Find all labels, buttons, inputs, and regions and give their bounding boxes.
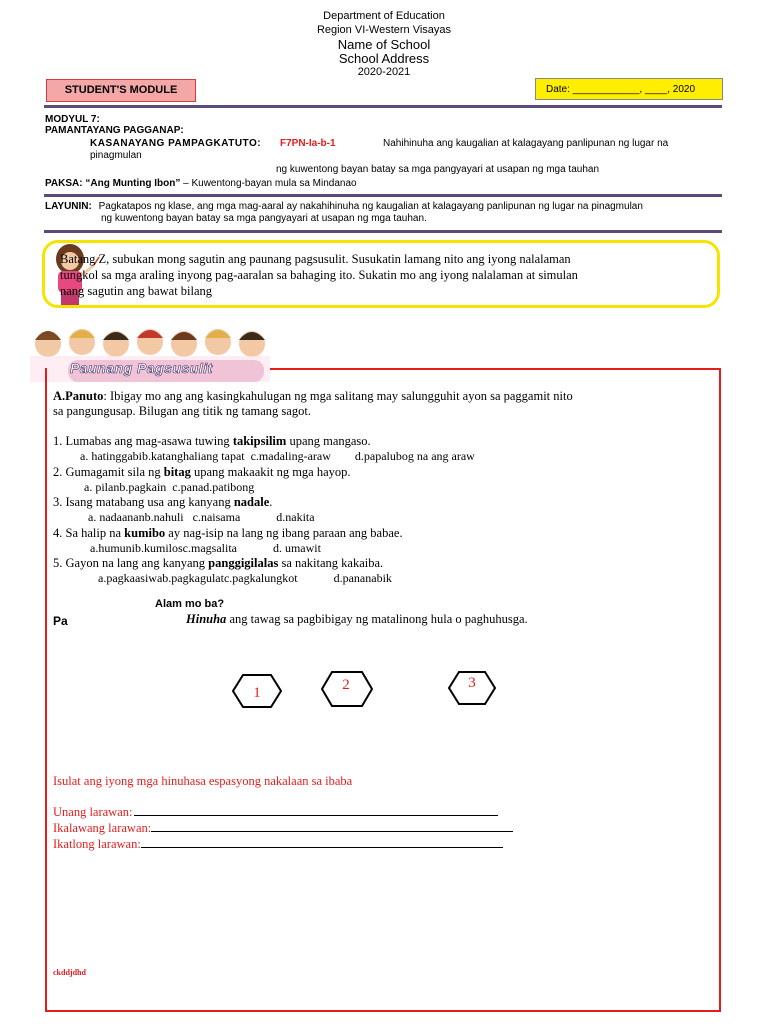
banner-title: Paunang Pagsusulit (70, 360, 213, 376)
divider (44, 194, 722, 197)
region: Region VI-Western Visayas (316, 24, 452, 36)
question-text-end: . (269, 495, 273, 509)
question-text: 5. Gayon na lang ang kanyang (53, 556, 209, 570)
kasanayan-code: F7PN-Ia-b-1 (280, 138, 336, 149)
question-text: 3. Isang matabang usa ang kanyang (53, 495, 234, 509)
hexagon-1-label: 1 (253, 685, 261, 701)
alam-pa: Pa (53, 614, 68, 628)
pamantayan-label: PAMANTAYANG PAGGANAP: (45, 125, 184, 136)
kasanayan-label: KASANAYANG PAMPAGKATUTO: (90, 138, 262, 149)
layunin (45, 201, 643, 212)
question-4 (53, 526, 403, 541)
panuto-text-2: sa pangungusap. Bilugan ang titik ng tamang sagot. (53, 404, 311, 418)
question-5-choices[interactable]: a.pagkaasiwab.pagkagulatc.pagkalungkot d.pananabik (98, 571, 392, 585)
department: Department of Education (323, 10, 445, 22)
panuto-label: A.Panuto (53, 389, 104, 403)
question-5 (53, 556, 383, 571)
panuto-text: : Ibigay mo ang ang kasingkahulugan ng mga salitang may salungguhit ayon sa paggamit nito (103, 389, 573, 403)
hexagon-3-label: 3 (468, 675, 476, 691)
isulat-instruction: Isulat ang iyong mga hinuhasa espasyong nakalaan sa ibaba (53, 774, 353, 788)
question-keyword: panggigilalas (208, 556, 279, 570)
question-text-end: upang makaakit ng mga hayop. (190, 465, 351, 479)
question-text-end: ay nag-isip na lang ng ibang paraan ang babae. (165, 526, 403, 540)
answer-line-3[interactable] (53, 836, 503, 852)
hexagon-3 (447, 670, 497, 706)
question-text: 2. Gumagamit sila ng (53, 465, 164, 479)
answer-line-1[interactable] (53, 804, 498, 820)
kasanayan-text-2: pinagmulan (90, 150, 142, 161)
school-address: School Address (338, 51, 430, 66)
question-4-choices[interactable]: a.humunib.kumilosc.magsalita d. umawit (90, 541, 321, 555)
paksa-label: PAKSA: (45, 178, 83, 189)
question-keyword: kumibo (124, 526, 166, 540)
question-text: 1. Lumabas ang mag-asawa tuwing (53, 434, 233, 448)
layunin-text-2: ng kuwentong bayan batay sa mga pangyayari at usapan ng mga tauhan. (101, 213, 427, 224)
intro-line-3: nang sagutin ang bawat bilang (60, 284, 213, 298)
question-2 (53, 465, 351, 480)
question-text-end: sa nakitang kakaiba. (278, 556, 384, 570)
hexagon-2-label: 2 (342, 677, 350, 693)
layunin-label: LAYUNIN: (45, 201, 92, 212)
panuto (53, 389, 713, 404)
answer-line-1-label: Unang larawan: (53, 805, 133, 819)
question-text: 4. Sa halip na (53, 526, 125, 540)
school-name: Name of School (337, 37, 431, 52)
hexagon-1 (231, 673, 283, 709)
hexagon-2 (320, 670, 374, 708)
alam-heading: Alam mo ba? (155, 598, 225, 610)
kasanayan-text: Nahihinuha ang kaugalian at kalagayang panlipunan ng lugar na (383, 138, 669, 149)
question-3 (53, 495, 272, 510)
kasanayan-text-3: ng kuwentong bayan batay sa mga pangyayari at usapan ng mga tauhan (276, 164, 600, 175)
question-keyword: nadale (233, 495, 270, 509)
paksa-rest: – Kuwentong-bayan mula sa Mindanao (180, 178, 357, 189)
paksa (45, 178, 357, 189)
school-year: 2020-2021 (357, 66, 411, 78)
layunin-text: Pagkatapos ng klase, ang mga mag-aaral ay nakahihinuha ng kaugalian at kalagayang panlipunan ng lugar na pinagmulan (98, 201, 643, 212)
paksa-title: “Ang Munting Ibon” (85, 178, 181, 189)
question-keyword: bitag (163, 465, 191, 479)
date-field: Date: ____________, ____, 2020 (535, 78, 723, 100)
footer-note: ckddjdhd (53, 968, 86, 977)
question-3-choices[interactable]: a. nadaananb.nahuli c.naisama d.nakita (88, 510, 315, 524)
question-keyword: takipsilim (232, 434, 287, 448)
divider (44, 230, 722, 233)
question-text-end: upang mangaso. (286, 434, 371, 448)
alam-term: Hinuha (186, 612, 227, 626)
divider (44, 105, 722, 108)
question-1 (53, 434, 371, 449)
intro-line-2: tungkol sa mga araling inyong pag-aaralan sa bahaging ito. Sukatin mo ang iyong nalalaman at simulan (60, 268, 578, 282)
question-1-choices[interactable]: a. hatinggabib.katanghaliang tapat c.madaling-araw d.papalubog na ang araw (80, 449, 475, 463)
alam-definition-text: ang tawag sa pagbibigay ng matalinong hula o paghuhusga. (226, 612, 528, 626)
answer-line-3-label: Ikatlong larawan: (53, 837, 141, 851)
intro-line-1: Batang Z, subukan mong sagutin ang paunang pagsusulit. Susukatin lamang nito ang iyong nalalaman (60, 252, 571, 266)
answer-line-2[interactable] (53, 820, 513, 836)
answer-line-2-label: Ikalawang larawan: (53, 821, 152, 835)
modyul-label: MODYUL 7: (45, 114, 100, 125)
module-badge: STUDENT'S MODULE (46, 79, 196, 102)
alam-definition (186, 612, 528, 627)
question-2-choices[interactable]: a. pilanb.pagkain c.panad.patibong (84, 480, 255, 494)
